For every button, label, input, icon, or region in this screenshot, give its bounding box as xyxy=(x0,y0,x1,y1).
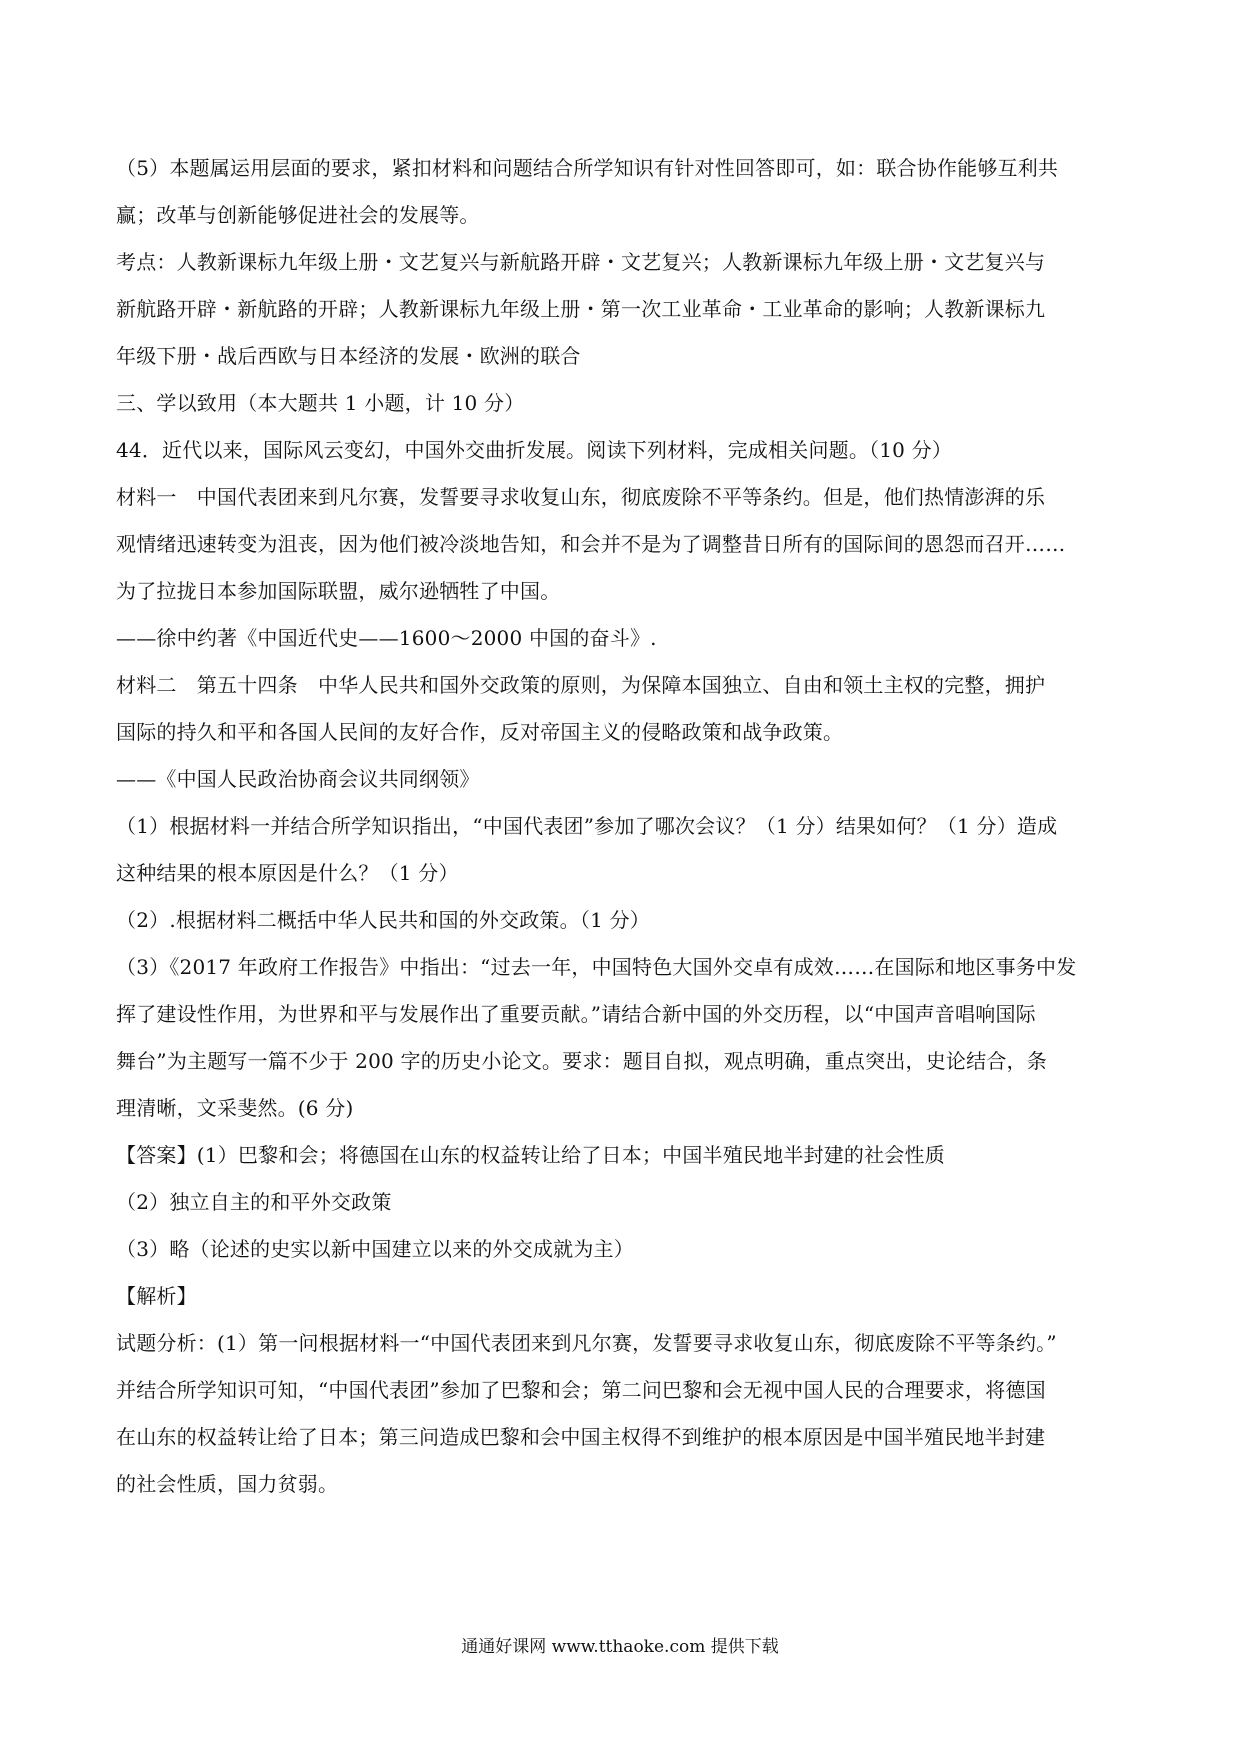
analysis-heading: 【解析】 xyxy=(116,1284,197,1308)
text-line: 舞台”为主题写一篇不少于 200 字的历史小论文。要求：题目自拟，观点明确，重点突出，史论结合，条 xyxy=(116,1049,1047,1073)
text-line: （1）根据材料一并结合所学知识指出，“中国代表团”参加了哪次会议？（1 分）结果如何？（1 分）造成 xyxy=(116,814,1058,838)
text-line: 试题分析：(1）第一问根据材料一“中国代表团来到凡尔赛，发誓要寻求收复山东，彻底废除不平等条约。” xyxy=(116,1331,1057,1355)
text-line: （3）《2017 年政府工作报告》中指出：“过去一年，中国特色大国外交卓有成效……在国际和地区事务中发 xyxy=(116,955,1077,979)
text-line: 材料一 中国代表团来到凡尔赛，发誓要寻求收复山东，彻底废除不平等条约。但是，他们热情澎湃的乐 xyxy=(116,485,1046,509)
question-stem: 44．近代以来，国际风云变幻，中国外交曲折发展。阅读下列材料，完成相关问题。（10 分） xyxy=(116,438,953,462)
answer-line: （2）独立自主的和平外交政策 xyxy=(116,1190,392,1214)
text-line: 年级下册・战后西欧与日本经济的发展・欧洲的联合 xyxy=(116,344,581,368)
text-line: 赢；改革与创新能够促进社会的发展等。 xyxy=(116,203,480,227)
text-line: 新航路开辟・新航路的开辟；人教新课标九年级上册・第一次工业革命・工业革命的影响；人教新课标九 xyxy=(116,297,1046,321)
text-line: 挥了建设性作用，为世界和平与发展作出了重要贡献。”请结合新中国的外交历程，以“中国声音唱响国际 xyxy=(116,1002,1036,1026)
section-heading: 三、学以致用（本大题共 1 小题，计 10 分） xyxy=(116,391,525,415)
text-line: （2）.根据材料二概括中华人民共和国的外交政策。（1 分） xyxy=(116,908,650,932)
page-footer: 通通好课网 www.tthaoke.com 提供下载 xyxy=(461,1637,779,1657)
text-line: 理清晰，文采斐然。(6 分) xyxy=(116,1096,354,1120)
text-line: 的社会性质，国力贫弱。 xyxy=(116,1472,339,1496)
text-line: 为了拉拢日本参加国际联盟，威尔逊牺牲了中国。 xyxy=(116,579,561,603)
text-line: 并结合所学知识可知，“中国代表团”参加了巴黎和会；第二问巴黎和会无视中国人民的合理要求，将德国 xyxy=(116,1378,1046,1402)
text-line: 考点：人教新课标九年级上册・文艺复兴与新航路开辟・文艺复兴；人教新课标九年级上册・文艺复兴与 xyxy=(116,250,1046,274)
citation: ——徐中约著《中国近代史——1600～2000 中国的奋斗》. xyxy=(116,626,657,650)
text-line: （5）本题属运用层面的要求，紧扣材料和问题结合所学知识有针对性回答即可，如：联合协作能够互利共 xyxy=(116,156,1059,180)
text-line: 材料二 第五十四条 中华人民共和国外交政策的原则，为保障本国独立、自由和领土主权的完整，拥护 xyxy=(116,673,1046,697)
text-line: 这种结果的根本原因是什么？（1 分） xyxy=(116,861,459,885)
citation: ——《中国人民政治协商会议共同纲领》 xyxy=(116,767,480,791)
answer-line: （3）略（论述的史实以新中国建立以来的外交成就为主） xyxy=(116,1237,634,1261)
text-line: 国际的持久和平和各国人民间的友好合作，反对帝国主义的侵略政策和战争政策。 xyxy=(116,720,844,744)
text-line: 观情绪迅速转变为沮丧，因为他们被冷淡地告知，和会并不是为了调整昔日所有的国际间的恩怨而召开…… xyxy=(116,532,1066,556)
text-line: 在山东的权益转让给了日本；第三问造成巴黎和会中国主权得不到维护的根本原因是中国半殖民地半封建 xyxy=(116,1425,1046,1449)
answer-line: 【答案】(1）巴黎和会；将德国在山东的权益转让给了日本；中国半殖民地半封建的社会性质 xyxy=(116,1143,945,1167)
document-body xyxy=(116,156,1136,1519)
